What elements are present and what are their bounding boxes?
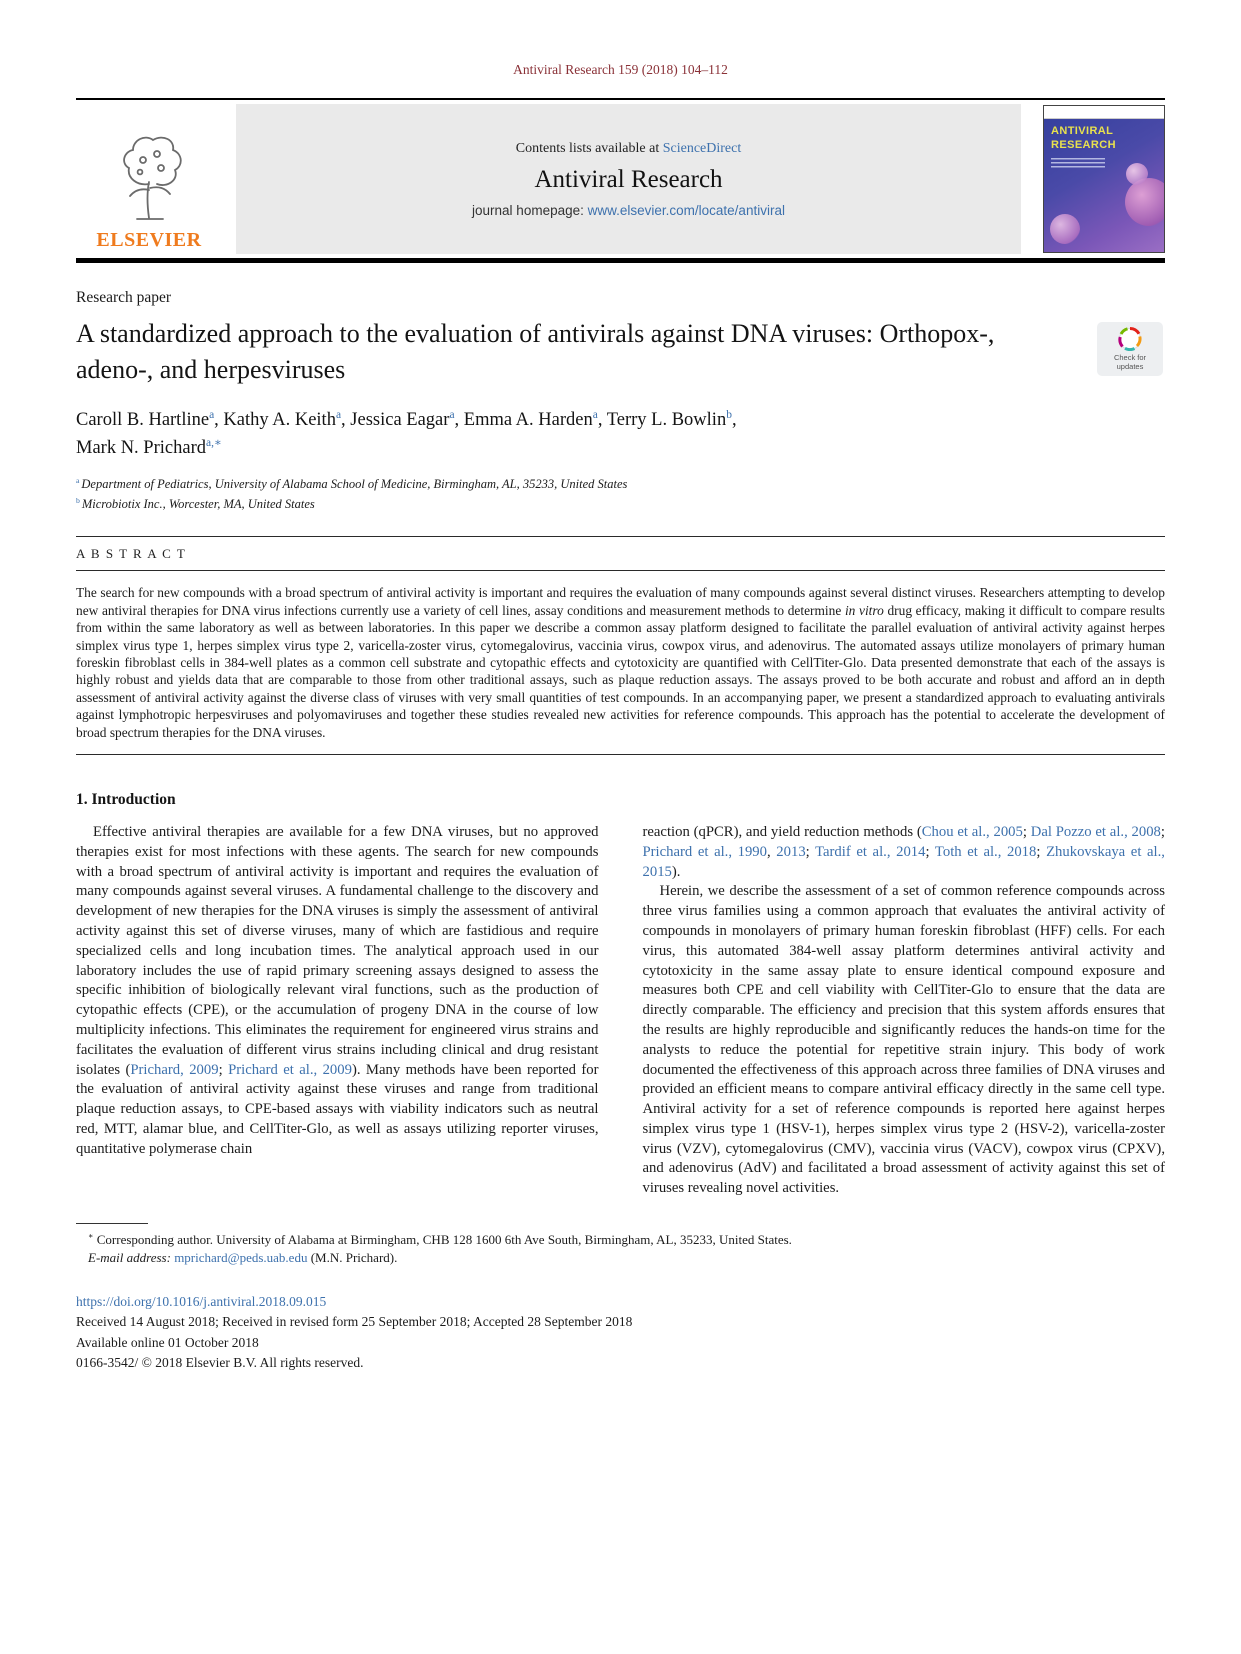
cover-art <box>1044 119 1164 252</box>
author-affiliation-ref[interactable]: a <box>209 408 215 421</box>
journal-cover-thumbnail[interactable] <box>1043 105 1165 253</box>
cover-title-line2: RESEARCH <box>1051 138 1116 151</box>
divider <box>76 536 1165 537</box>
affiliation-marker: b <box>76 496 82 506</box>
email-line: E-mail address: mprichard@peds.uab.edu (M.N. Prichard). <box>88 1249 398 1265</box>
author-affiliation-ref[interactable]: b <box>726 408 732 421</box>
right-column <box>643 823 1166 1199</box>
journal-homepage-link[interactable]: www.elsevier.com/locate/antiviral <box>587 202 785 218</box>
citation-link[interactable]: Prichard et al., 2009 <box>228 1061 352 1078</box>
paragraph: Effective antiviral therapies are available for a few DNA viruses, but no approved therapies exist for most infections with these agents. The search for new compounds with a broad spectrum of antiviral activity is important and requires the evaluation of many compounds against several viruses. A fundamental challenge to the discovery and development of new therapies for the DNA viruses is simply the assessment of antiviral activity against this set of diverse viruses, many of which are fastidious and require specialized cells and long incubation times. The analytical approach used in our laboratory includes the use of rapid primary screening assays designed to assess the specific inhibition of biologically relevant viral functions, such as the production of cytopathic effects (CPE), or the accumulation of progeny DNA in the course of low multiplicity infections. This eliminates the requirement for engineered virus strains and facilitates the evaluation of different virus strains including clinical and drug resistant isolates (Prichard, 2009; Prichard et al., 2009). Many methods have been reported for the evaluation of antiviral activity against these viruses and range from traditional plaque reduction assays, to CPE-based assays with viability indicators such as neutral red, MTT, alamar blue, and CellTiter-Glo, as well as assays utilizing reporter viruses, quantitative polymerase chain <box>76 823 599 1157</box>
section-heading-introduction: 1. Introduction <box>76 790 176 808</box>
footnote-divider <box>76 1223 148 1224</box>
paragraph: reaction (qPCR), and yield reduction methods (Chou et al., 2005; Dal Pozzo et al., 2008; Prichard et al., 1990, 2013; Tardif et al., 2014; Toth et al., 2018; Zhukovskaya et al., 2015). <box>642 823 1165 880</box>
journal-masthead <box>236 104 1021 254</box>
title-row <box>76 316 1165 389</box>
affiliation: $^a$ Department of Pediatrics, University of Alabama School of Medicine, Birmingham, AL, 35233, United States <box>76 476 628 492</box>
author-line: Caroll B. Hartline$^a$, Kathy A. Keith$^a$, Jessica Eagar$^a$, Emma A. Harden$^a$, Terry L. Bowlin$^b$, <box>76 408 737 430</box>
author-affiliation-ref[interactable]: a,∗ <box>205 436 222 449</box>
left-column <box>76 823 599 1199</box>
author-affiliation-ref[interactable]: a <box>592 408 598 421</box>
corresponding-author-footnote <box>76 1223 1165 1266</box>
citation-link[interactable]: Prichard et al., 1990 <box>642 843 767 860</box>
citation-link[interactable]: Zhukovskaya et al., 2015 <box>642 843 1165 880</box>
citation-link[interactable]: Prichard, 2009 <box>130 1061 219 1078</box>
check-for-updates-label: Check for updates <box>1113 353 1147 372</box>
citation-link[interactable]: Chou et al., 2005 <box>921 823 1023 840</box>
citation-link[interactable]: Toth et al., 2018 <box>934 843 1037 860</box>
abstract-text: The search for new compounds with a broad spectrum of antiviral activity is important and requires the evaluation of many compounds against several distinct viruses. Researchers attempting to develop new antiviral therapies for DNA virus infections currently use a variety of cell lines, assay conditions and measurement methods to determine in vitro drug efficacy, making it difficult to compare results from within the same laboratory as well as between laboratories. In this paper we describe a common assay platform designed to facilitate the parallel evaluation of antiviral activity against herpes simplex virus type 1, herpes simplex virus type 2, varicella-zoster virus, cytomegalovirus, vaccinia virus, cowpox virus, and adenovirus. The automated assays utilize monolayers of primary human foreskin fibroblast cells in 384-well plates as a common cell substrate and cytopathic effects and cytotoxicity are quantified with CellTiter-Glo. Data presented demonstrate that each of the assays is highly robust and yields data that are comparable to those from other traditional assays, such as plaque reduction assays. The assays proved to be both accurate and robust and afford an in depth assessment of antiviral activity against the diverse class of viruses with very small quantities of test compounds. In an accompanying paper, we present a standardized approach to evaluating antivirals against lymphotropic herpesviruses and polyomaviruses and together these studies revealed new activities for reference compounds. This approach has the potential to accelerate the development of broad spectrum therapies for the DNA viruses. <box>76 585 1165 740</box>
citation-link[interactable]: Tardif et al., 2014 <box>815 843 926 860</box>
journal-citation-line: Antiviral Research 159 (2018) 104–112 <box>513 62 728 77</box>
affiliation: $^b$ Microbiotix Inc., Worcester, MA, United States <box>76 496 315 512</box>
author-affiliation-ref[interactable]: a <box>449 408 455 421</box>
abstract-heading: A B S T R A C T <box>76 546 187 562</box>
elsevier-logo[interactable] <box>76 104 222 254</box>
cover-virus-art <box>1126 163 1148 185</box>
article-body <box>76 823 1165 1199</box>
affiliations <box>76 474 1165 514</box>
sciencedirect-link[interactable]: ScienceDirect <box>662 140 742 156</box>
homepage-prefix: journal homepage: <box>472 202 588 218</box>
affiliation-marker: a <box>76 476 82 486</box>
citation-link[interactable]: 2013 <box>776 843 806 860</box>
check-for-updates-badge[interactable] <box>1097 322 1163 376</box>
article-title: A standardized approach to the evaluation of antivirals against DNA viruses: Orthopox-, adeno-, and herpesviruses <box>76 319 995 385</box>
author-line: Mark N. Prichard$^{a,∗}$ <box>76 436 222 458</box>
citation-link[interactable]: Dal Pozzo et al., 2008 <box>1030 823 1161 840</box>
cover-title-line1: ANTIVIRAL <box>1051 125 1114 137</box>
author-affiliation-ref[interactable]: a <box>335 408 342 421</box>
cover-virus-art <box>1050 214 1080 244</box>
journal-title: Antiviral Research <box>534 165 723 193</box>
author-list <box>76 407 1165 463</box>
journal-header <box>76 98 1165 263</box>
doi-link[interactable]: https://doi.org/10.1016/j.antiviral.2018.09.015 <box>76 1294 327 1310</box>
divider <box>76 754 1165 755</box>
article-footer <box>76 1292 1165 1373</box>
contents-line <box>516 141 742 157</box>
received-dates-line: Received 14 August 2018; Received in revised form 25 September 2018; Accepted 28 September 2018 <box>76 1314 633 1330</box>
divider <box>76 570 1165 571</box>
cover-virus-art <box>1125 178 1165 226</box>
homepage-line <box>472 203 785 218</box>
email-link[interactable]: mprichard@peds.uab.edu <box>174 1249 308 1265</box>
elsevier-tree-icon <box>103 126 195 228</box>
paragraph: Herein, we describe the assessment of a set of common reference compounds across three virus families using a common approach that evaluates the antiviral activity of compounds in monolayers of primary human foreskin fibroblast (HFF) cells. For each virus, this automated 384-well assay platform determines antiviral activity and cytotoxicity in the same assay plate to ensure identical compound exposure and measures both CPE and cell viability with CellTiter-Glo to ensure that the data are directly comparable. The efficiency and precision that this system affords ensures that the results are highly reproducible and significantly reduces the hands-on time for the analysts to reduce the potential for repetitive strain injury. This body of work documented the effectiveness of this approach across three families of DNA viruses and provided an efficient means to compare antiviral efficacy directly in the same cell type. Antiviral activity for a set of reference compounds is reported here against herpes simplex virus type 1 (HSV-1), herpes simplex virus type 2 (HSV-2), varicella-zoster virus (VZV), cytomegalovirus (CMV), vaccinia virus (VACV), cowpox virus (CPXV), and adenovirus (AdV) and facilitated a broad assessment of activity against this set of viruses revealing novel activities. <box>642 883 1165 1197</box>
corresponding-author-line: ∗ Corresponding author. University of Alabama at Birmingham, CHB 128 1600 6th Ave South, Birmingham, AL, 35233, United States. <box>88 1231 792 1248</box>
cover-topbar <box>1044 106 1164 119</box>
contents-prefix: Contents lists available at <box>515 140 663 156</box>
available-online-line: Available online 01 October 2018 <box>76 1334 259 1350</box>
copyright-line: 0166-3542/ © 2018 Elsevier B.V. All rights reserved. <box>76 1354 364 1370</box>
cover-fineprint <box>1051 158 1105 168</box>
crossmark-icon <box>1118 327 1142 351</box>
article-type-label: Research paper <box>76 289 172 306</box>
elsevier-logo-text: ELSEVIER <box>96 229 202 251</box>
